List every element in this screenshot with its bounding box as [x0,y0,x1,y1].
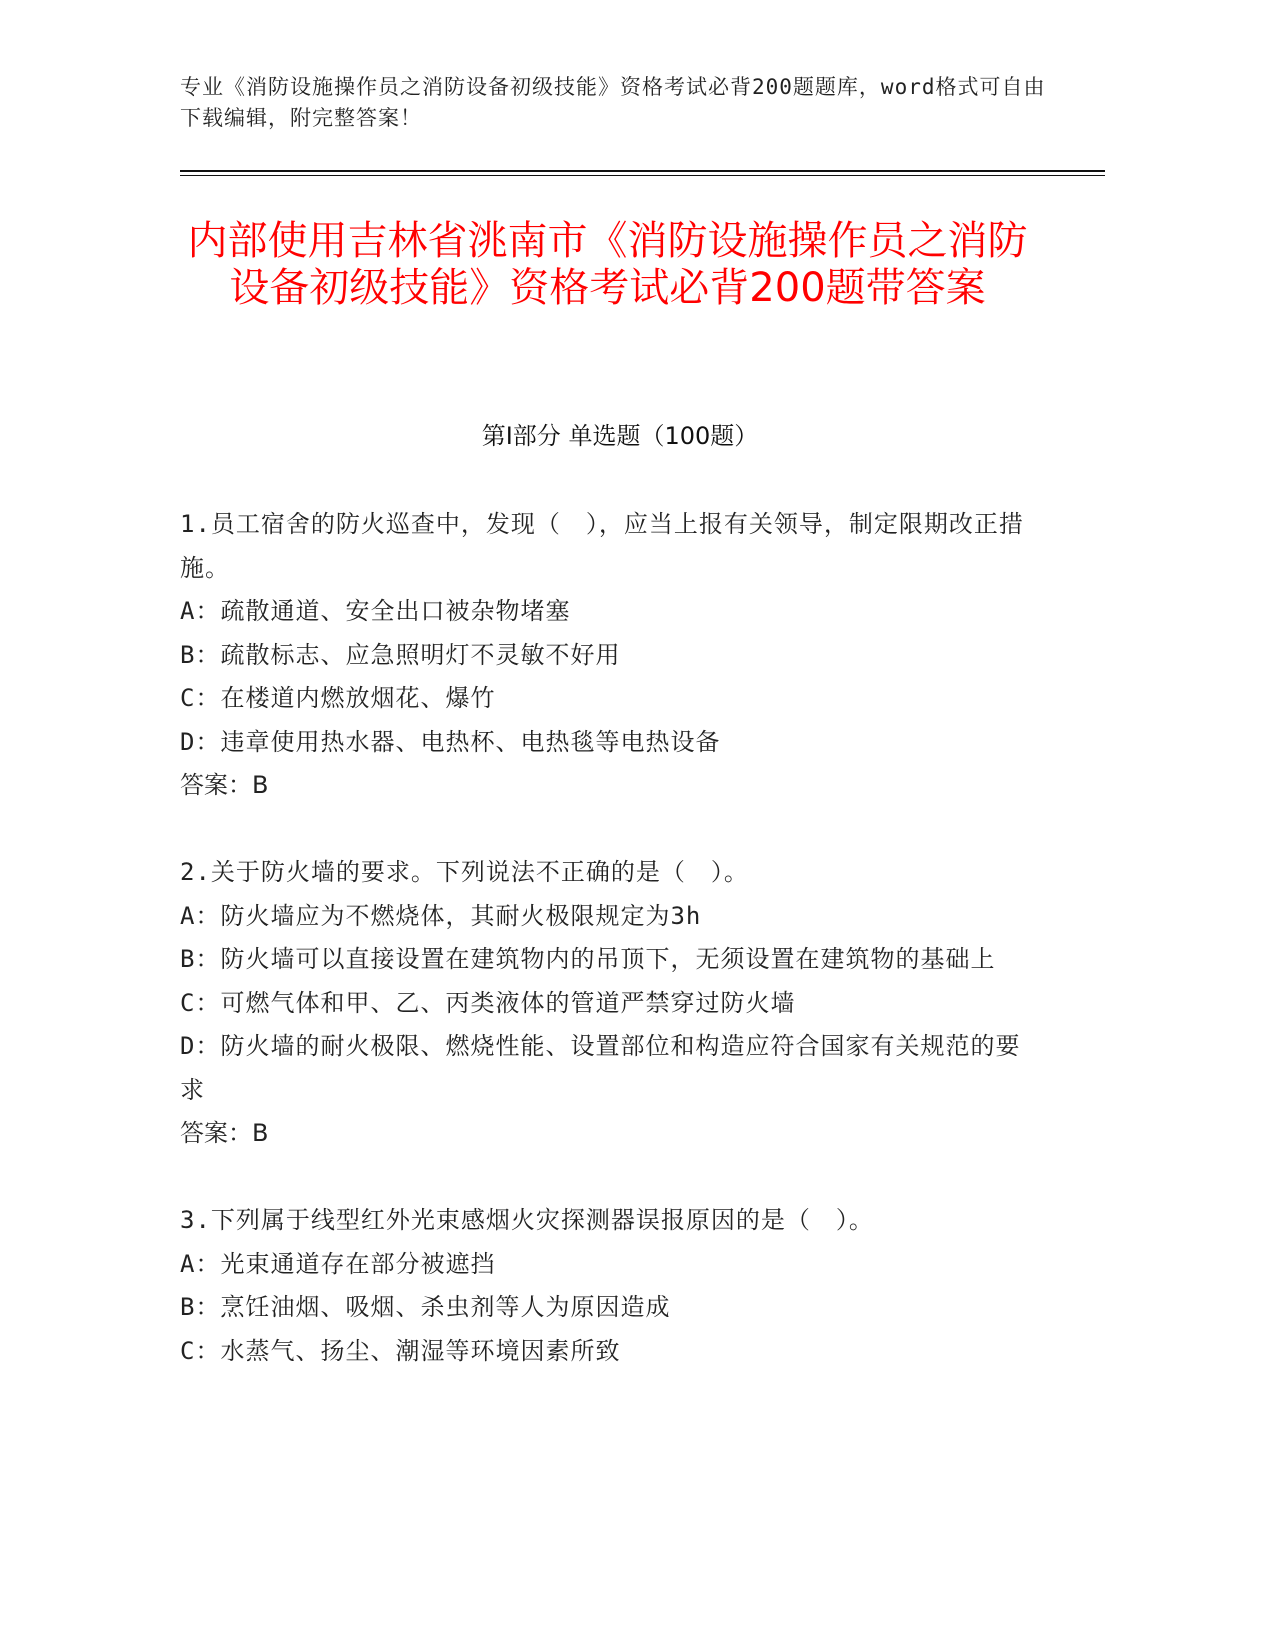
header-rule-thin [180,175,1105,176]
question-1 [180,503,1040,808]
option-a: A：防火墙应为不燃烧体，其耐火极限规定为3h [180,901,702,930]
option-b: B：烹饪油烟、吸烟、杀虫剂等人为原因造成 [180,1293,671,1321]
option-a: A：光束通道存在部分被遮挡 [180,1249,496,1278]
question-stem: 1.员工宿舍的防火巡查中，发现（ ），应当上报有关领导，制定限期改正措施。 [180,510,1024,582]
option-b: B：疏散标志、应急照明灯不灵敏不好用 [180,640,621,669]
question-list [180,503,1040,1417]
answer: 答案：B [180,771,269,799]
header-note: 专业《消防设施操作员之消防设备初级技能》资格考试必背200题题库，word格式可自由下载编辑，附完整答案！ [180,75,1046,130]
option-b: B：防火墙可以直接设置在建筑物内的吊顶下，无须设置在建筑物的基础上 [180,945,996,973]
question-3 [180,1199,1040,1373]
option-c: C：在楼道内燃放烟花、爆竹 [180,684,496,712]
section-title: 第Ⅰ部分 单选题（100题） [481,422,759,450]
option-c: C：可燃气体和甲、乙、丙类液体的管道严禁穿过防火墙 [180,988,796,1017]
document-title: 内部使用吉林省洮南市《消防设施操作员之消防设备初级技能》资格考试必背200题带答案 [187,218,1028,311]
answer: 答案：B [180,1119,269,1147]
option-c: C：水蒸气、扬尘、潮湿等环境因素所致 [180,1336,621,1365]
option-a: A：疏散通道、安全出口被杂物堵塞 [180,597,571,625]
question-2 [180,851,1040,1156]
option-d: D：违章使用热水器、电热杯、电热毯等电热设备 [180,727,721,756]
option-d: D：防火墙的耐火极限、燃烧性能、设置部位和构造应符合国家有关规范的要求 [180,1032,1021,1104]
header-rule [180,170,1105,172]
question-stem: 2.关于防火墙的要求。下列说法不正确的是（ ）。 [180,858,749,886]
question-stem: 3.下列属于线型红外光束感烟火灾探测器误报原因的是（ ）。 [180,1206,874,1234]
